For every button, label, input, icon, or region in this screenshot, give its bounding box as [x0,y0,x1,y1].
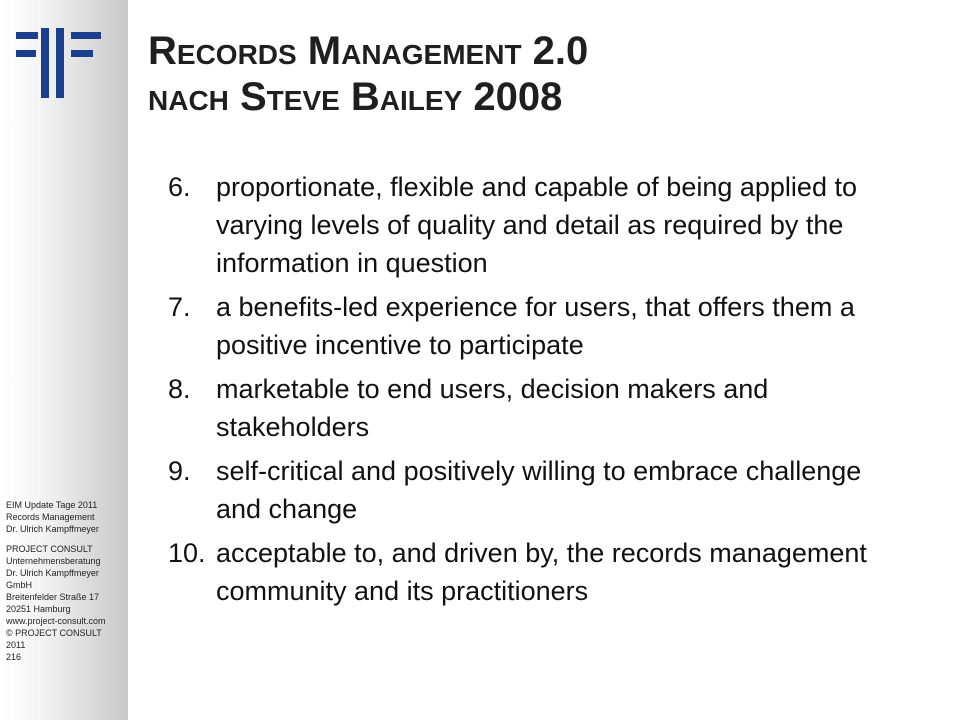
list-item-text: proportionate, flexible and capable of being applied to varying levels of quality and detail as required by the information in question [216,172,857,278]
footer-topic: Records Management [6,512,95,522]
slide-title [148,28,928,120]
list-item [168,288,898,364]
list-item-number: 7. [168,292,191,322]
list-item-text: acceptable to, and driven by, the records management community and its practitioners [216,538,867,606]
list-item [168,452,898,528]
footer-company: PROJECT CONSULT [6,544,93,554]
title-line-1: Records Management 2.0 [148,29,589,73]
sidebar [0,0,128,720]
list-item-number: 8. [168,374,191,404]
footer-copyright: © PROJECT CONSULT [6,628,102,638]
list-item-number: 6. [168,172,191,202]
numbered-list [168,168,898,616]
footer-author: Dr. Ulrich Kampffmeyer [6,524,99,534]
footer-company-sub: Unternehmensberatung [6,556,101,566]
project-consult-logo-icon [16,28,108,106]
list-item [168,168,898,282]
list-item-number: 10. [168,538,206,568]
list-item [168,534,898,610]
footer-company-person: Dr. Ulrich Kampffmeyer [6,568,99,578]
footer-street: Breitenfelder Straße 17 [6,592,100,602]
list-item [168,370,898,446]
list-item-number: 9. [168,456,191,486]
title-line-2: nach Steve Bailey 2008 [148,75,563,119]
footer-year: 2011 [6,640,26,650]
list-item-text: self-critical and positively willing to embrace challenge and change [216,456,862,524]
list-item-text: a benefits-led experience for users, that offers them a positive incentive to participate [216,292,855,360]
footer-info [6,499,130,663]
footer-page-number: 216 [6,652,22,662]
list-item-text: marketable to end users, decision makers and stakeholders [216,374,769,442]
footer-web[interactable]: www.project-consult.com [6,616,106,626]
footer-company-form: GmbH [6,580,33,590]
footer-city: 20251 Hamburg [6,604,71,614]
footer-event: EIM Update Tage 2011 [6,500,98,510]
